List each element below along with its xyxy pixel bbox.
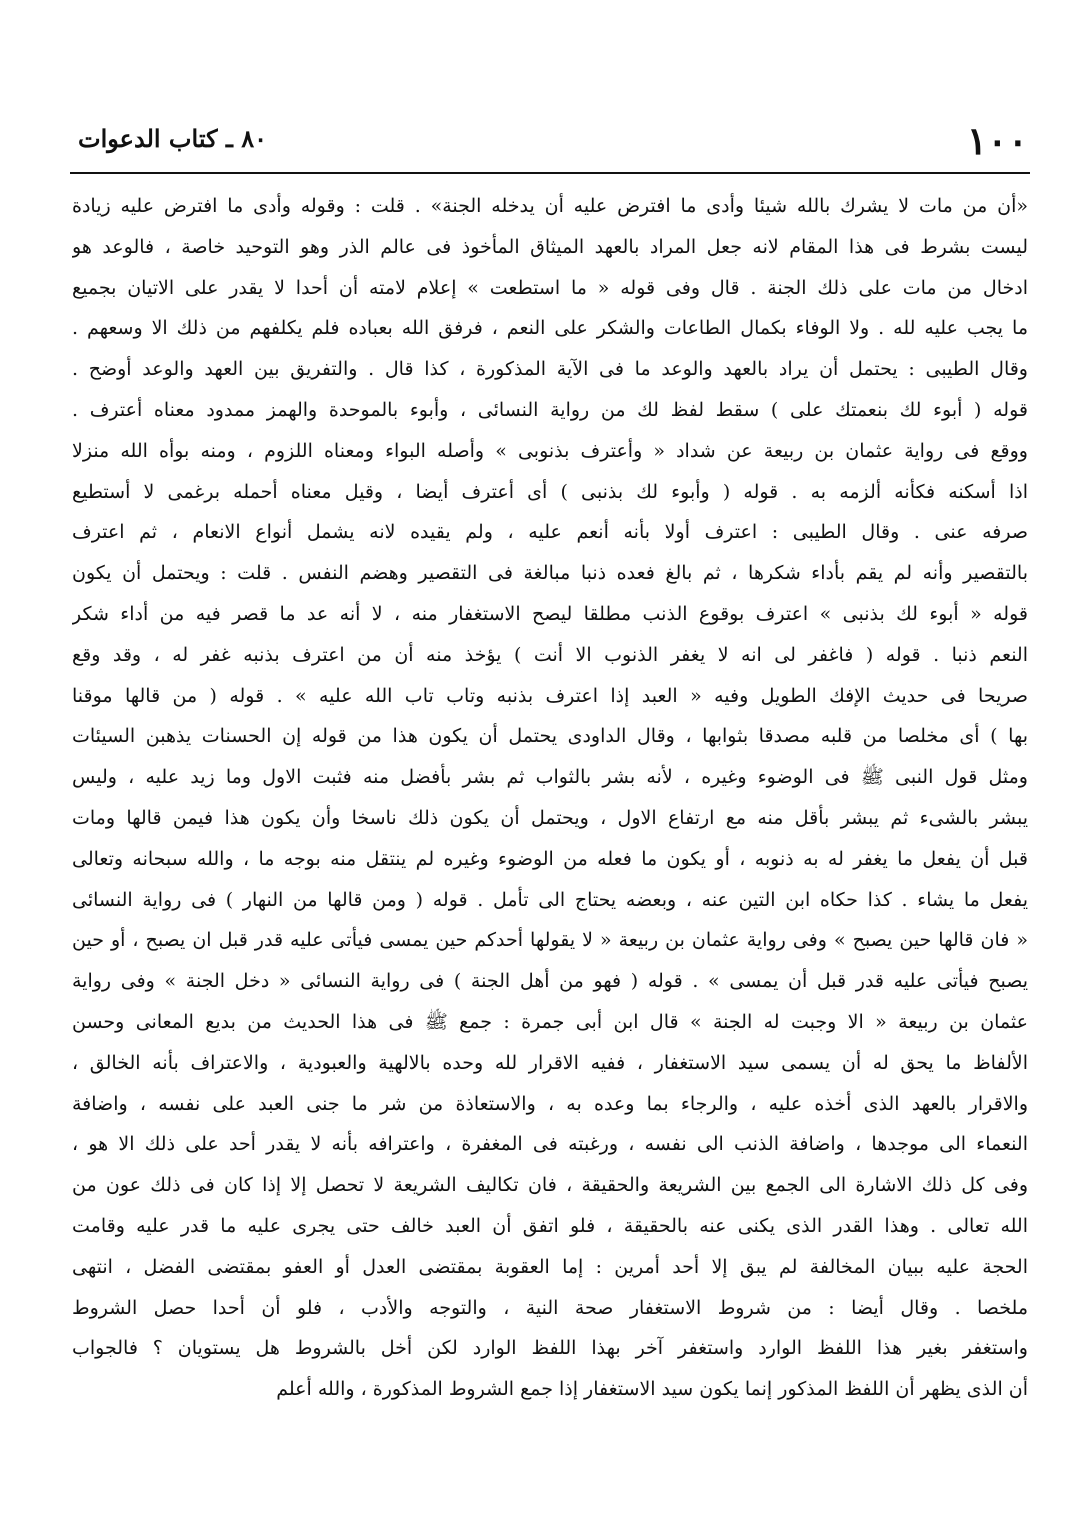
text-line: « فان قالها حين يصبح » وفى رواية عثمان بن ربيعة « لا يقولها أحدكم حين يمسى فيأتى عليه قدر قبل ان يصبح ، أو حين: [72, 929, 1028, 952]
text-line: ليست بشرط فى هذا المقام لانه جعل المراد بالعهد الميثاق المأخوذ فى عالم الذر وهو التوحيد خاصة ، فالوعد هو: [72, 235, 1028, 258]
text-line: الألفاظ ما يحق له أن يسمى سيد الاستغفار ، ففيه الاقرار لله وحده بالالهية والعبودية ، والاعتراف بأنه الخالق ،: [72, 1051, 1028, 1074]
book-title: ٨٠ ـ كتاب الدعوات: [78, 124, 268, 153]
text-line: عثمان بن ربيعة « الا وجبت له الجنة » قال ابن أبى جمرة : جمع ﷺ فى هذا الحديث من بديع المعانى وحسن: [72, 1010, 1028, 1033]
text-line: وقال الطيبى : يحتمل أن يراد بالعهد والوعد ما فى الآية المذكورة ، كذا قال . والتفريق بين العهد والوعد أوضح .: [72, 358, 1028, 381]
running-head: [78, 118, 1028, 168]
page-number: ١٠٠: [966, 118, 1028, 163]
body-text: [72, 186, 1028, 1410]
text-line: ملخصا . وقال أيضا : من شروط الاستغفار صحة النية ، والتوجه والأدب ، فلو أن أحدا حصل الشروط: [72, 1296, 1028, 1319]
text-line: بالتقصير وأنه لم يقم بأداء شكرها ، ثم بالغ فعده ذنبا مبالغة فى التقصير وهضم النفس . قلت : ويحتمل أن يكون: [72, 562, 1028, 585]
text-line: صرفه عنى . وقال الطيبى : اعترف أولا بأنه أنعم عليه ، ولم يقيده لانه يشمل أنواع الانعام ، ثم اعترف: [72, 521, 1028, 544]
header-rule: [70, 172, 1030, 174]
text-line: ادخال من مات على ذلك الجنة . قال وفى قوله « ما استطعت » إعلام لامته أن أحدا لا يقدر على الاتيان بجميع: [72, 276, 1028, 299]
text-line: قوله ( أبوء لك بنعمتك على ) سقط لفظ لك من رواية النسائى ، وأبوء بالموحدة والهمز ممدود معناه أعترف .: [72, 398, 1028, 421]
text-line: النعماء الى موجدها ، واضافة الذنب الى نفسه ، ورغبته فى المغفرة ، واعترافه بأنه لا يقدر أحد على ذلك الا هو ،: [72, 1133, 1028, 1156]
text-line: يفعل ما يشاء . كذا حكاه ابن التين عنه ، وبعضه يحتاج الى تأمل . قوله ( ومن قالها من النهار ) فى رواية النسائى: [72, 888, 1028, 911]
text-line: ما يجب عليه لله . ولا الوفاء بكمال الطاعات والشكر على النعم ، فرفق الله بعباده فلم يكلفهم من ذلك الا وسعهم .: [72, 317, 1028, 340]
text-line: الحجة عليه ببيان المخالفة لم يبق إلا أحد أمرين : إما العقوبة بمقتضى العدل أو العفو بمقتضى الفضل ، انتهى: [72, 1255, 1028, 1278]
text-line: بها ) أى مخلصا من قلبه مصدقا بثوابها ، وقال الداودى يحتمل أن يكون هذا من قوله إن الحسنات يذهبن السيئات: [72, 725, 1028, 748]
text-line: أن الذى يظهر أن اللفظ المذكور إنما يكون سيد الاستغفار إذا جمع الشروط المذكورة ، والله أعلم: [276, 1378, 1028, 1401]
text-line: «أن من مات لا يشرك بالله شيئا وأدى ما افترض عليه أن يدخله الجنة» . قلت : وقوله وأدى ما افترض عليه زيادة: [72, 195, 1028, 217]
text-line: الله تعالى . وهذا القدر الذى يكنى عنه بالحقيقة ، فلو اتفق أن العبد خالف حتى يجرى عليه ما قدر عليه وقامت: [72, 1214, 1028, 1237]
text-line: واستغفر بغير هذا اللفظ الوارد واستغفر آخر بهذا اللفظ الوارد لكن أخل بالشروط هل يستويان ؟ فالجواب: [72, 1337, 1028, 1360]
text-line: ومثل قول النبى ﷺ فى الوضوء وغيره ، لأنه بشر بالثواب ثم بشر بأفضل منه فثبت الاول وما زيد عليه ، وليس: [72, 766, 1028, 789]
text-line: اذا أسكنه فكأنه ألزمه به . قوله ( وأبوء لك بذنبى ) أى أعترف أيضا ، وقيل معناه أحمله برغمى لا أستطيع: [72, 480, 1028, 503]
text-line: والاقرار بالعهد الذى أخذه عليه ، والرجاء بما وعده به ، والاستعاذة من شر ما جنى العبد على نفسه ، واضافة: [72, 1092, 1028, 1115]
text-line: قوله « أبوء لك بذنبى » اعترف بوقوع الذنب مطلقا ليصح الاستغفار منه ، لا أنه عد ما قصر فيه من أداء شكر: [72, 602, 1028, 625]
text-line: صريحا فى حديث الإفك الطويل وفيه « العبد إذا اعترف بذنبه وتاب تاب الله عليه » . قوله ( من قالها موقنا: [72, 684, 1028, 707]
text-line: ووقع فى رواية عثمان بن ربيعة عن شداد « وأعترف بذنوبى » وأصله البواء ومعناه اللزوم ، ومنه بوأه الله منزلا: [72, 439, 1028, 462]
text-line: قبل أن يفعل ما يغفر له به ذنوبه ، أو يكون ما فعله من الوضوء وغيره لم ينتقل منه بوجه ما ، والله سبحانه وتعالى: [72, 847, 1028, 870]
text-line: النعم ذنبا . قوله ( فاغفر لى انه لا يغفر الذنوب الا أنت ) يؤخذ منه أن من اعترف بذنبه غفر له ، وقد وقع: [72, 643, 1028, 666]
text-line: وفى كل ذلك الاشارة الى الجمع بين الشريعة والحقيقة ، فان تكاليف الشريعة لا تحصل إلا إذا كان فى ذلك عون من: [72, 1174, 1028, 1197]
text-line: يصبح فيأتى عليه قدر قبل أن يمسى » . قوله ( فهو من أهل الجنة ) فى رواية النسائى « دخل الجنة » وفى رواية: [72, 970, 1028, 993]
text-line: يبشر بالشىء ثم يبشر بأقل منه مع ارتفاع الاول ، ويحتمل أن يكون ذلك ناسخا وأن يكون هذا فيمن قالها ومات: [72, 806, 1028, 829]
